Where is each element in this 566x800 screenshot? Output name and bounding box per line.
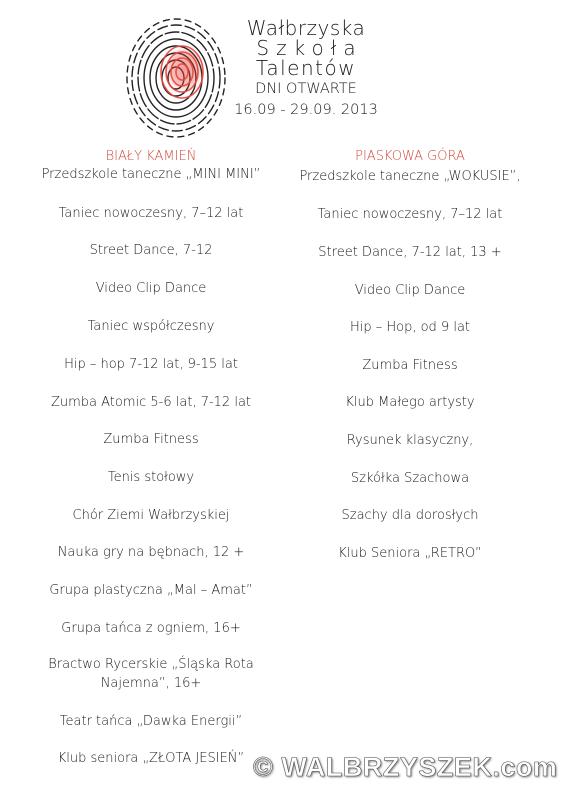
dates: 16.09 - 29.09. 2013 bbox=[234, 101, 378, 118]
list-item: Video Clip Dance bbox=[95, 281, 207, 296]
list-item: Przedszkole taneczne „MINI MINI” bbox=[41, 167, 261, 182]
list-item: Taniec współczesny bbox=[87, 319, 215, 334]
list-item: Taniec nowoczesny, 7–12 lat bbox=[58, 206, 244, 221]
watermark: © WALBRZYSZEK.com bbox=[253, 752, 558, 782]
list-item: Bractwo Rycerskie „Śląska Rota bbox=[48, 657, 254, 672]
list-item: Hip – Hop, od 9 lat bbox=[349, 320, 471, 335]
list-item: Klub seniora „ZŁOTA JESIEŃ” bbox=[57, 751, 245, 766]
list-item: Nauka gry na bębnach, 12 + bbox=[57, 545, 245, 560]
title-line-1: Wałbrzyska bbox=[246, 16, 366, 40]
column-piaskowa-gora bbox=[286, 148, 534, 561]
column-heading-left: BIAŁY KAMIEŃ bbox=[105, 149, 197, 164]
fingerprint-logo bbox=[116, 10, 236, 140]
column-heading-right: PIASKOWA GÓRA bbox=[355, 149, 465, 164]
list-item: Szachy dla dorosłych bbox=[341, 508, 479, 523]
list-item: Video Clip Dance bbox=[354, 283, 466, 298]
list-item: Zumba Fitness bbox=[103, 432, 199, 447]
title-line-2: Szkoła bbox=[256, 36, 363, 60]
list-item: Street Dance, 7-12 lat, 13 + bbox=[318, 245, 502, 260]
list-item: Klub Seniora „RETRO” bbox=[338, 546, 482, 561]
subtitle: DNI OTWARTE bbox=[255, 81, 357, 97]
list-item: Teatr tańca „Dawka Energii” bbox=[59, 714, 243, 729]
list-item: Grupa tańca z ogniem, 16+ bbox=[61, 621, 241, 636]
column-bialy-kamien bbox=[20, 148, 282, 766]
list-item: Zumba Fitness bbox=[362, 358, 458, 373]
list-item: Street Dance, 7-12 bbox=[89, 243, 213, 258]
list-item: Zumba Atomic 5-6 lat, 7-12 lat bbox=[50, 395, 252, 410]
list-item: Hip – hop 7-12 lat, 9-15 lat bbox=[64, 357, 238, 372]
list-item: Grupa plastyczna „Mal – Amat” bbox=[49, 583, 253, 598]
list-item: Najemna”, 16+ bbox=[100, 676, 202, 691]
list-item: Chór Ziemi Wałbrzyskiej bbox=[72, 508, 230, 523]
list-item: Taniec nowoczesny, 7–12 lat bbox=[317, 207, 503, 222]
list-item: Przedszkole taneczne „WOKUSIE”, bbox=[299, 169, 521, 184]
list-item: Klub Małego artysty bbox=[345, 395, 475, 410]
list-item: Rysunek klasyczny, bbox=[346, 433, 474, 448]
title-block bbox=[226, 18, 386, 117]
list-item: Szkółka Szachowa bbox=[350, 471, 470, 486]
list-item: Tenis stołowy bbox=[107, 470, 195, 485]
title-line-3: Talentów bbox=[255, 56, 357, 80]
